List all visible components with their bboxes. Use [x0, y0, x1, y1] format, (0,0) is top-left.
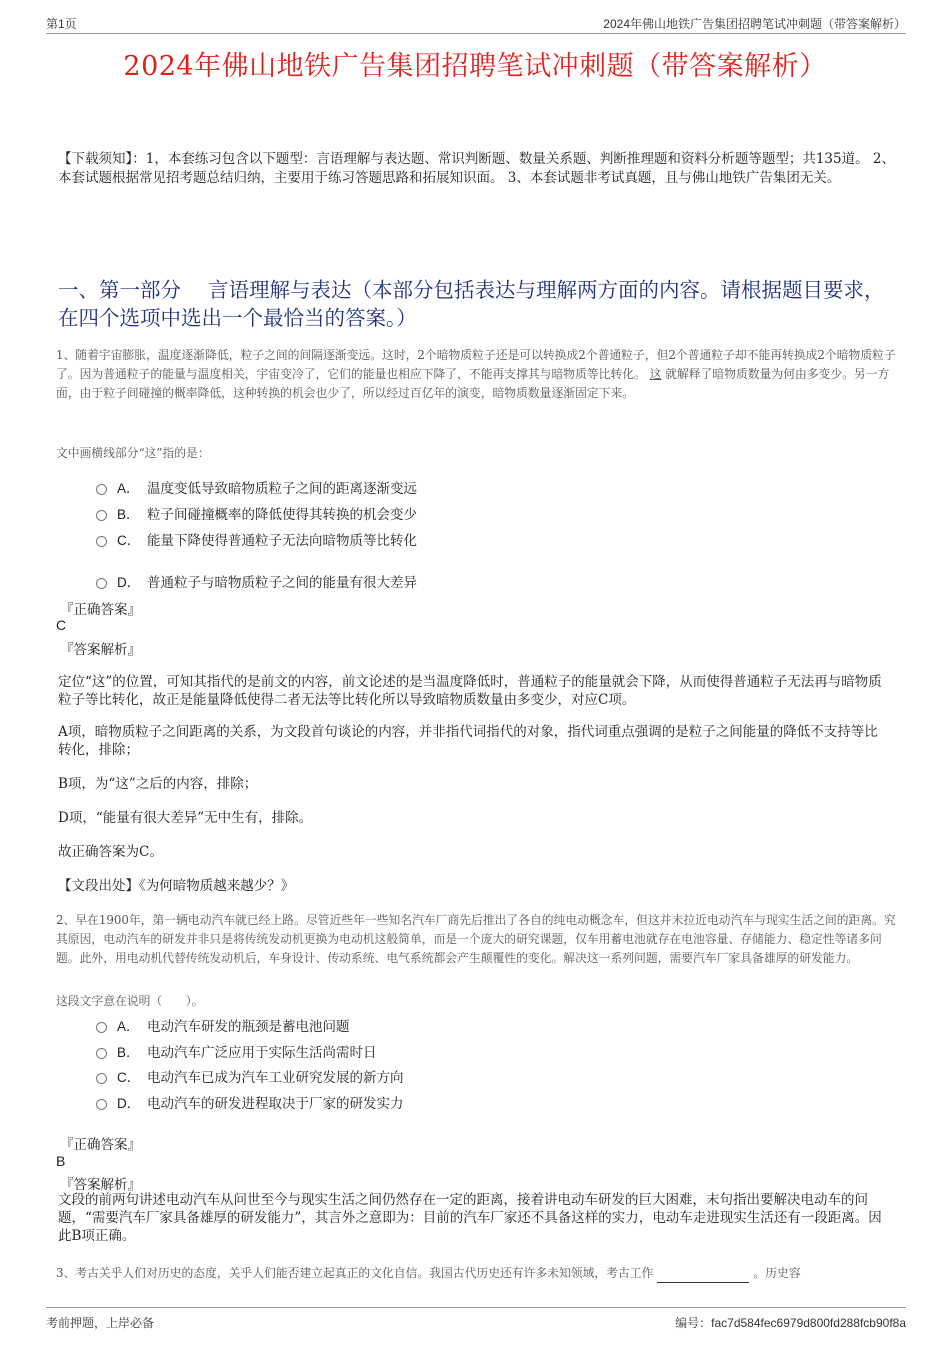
q1-option-c[interactable]: C． 能量下降使得普通粒子无法向暗物质等比转化 — [96, 529, 417, 549]
q1-option-b[interactable]: B． 粒子间碰撞概率的降低使得其转换的机会变少 — [96, 503, 417, 523]
q2-option-d[interactable]: D． 电动汽车的研发进程取决于厂家的研发实力 — [96, 1092, 404, 1112]
q1-analysis-label: 『答案解析』 — [60, 642, 141, 658]
q2-prompt: 这段文字意在说明（ ）。 — [56, 994, 204, 1008]
q1-analysis-para: A项，暗物质粒子之间距离的关系，为文段首句谈论的内容，并非指代词指代的对象，指代词重点强调的是粒子之间能量的降低不支持等比转化，排除； — [58, 724, 878, 758]
radio-icon[interactable] — [96, 1099, 107, 1110]
q3-passage: 3、考古关乎人们对历史的态度，关乎人们能否建立起真正的文化自信。我国古代历史还有许多未知领域，考古工作 。历史容 — [56, 1264, 900, 1283]
q1-underlined-word: 这 — [649, 367, 662, 381]
header-doc-title: 2024年佛山地铁广告集团招聘笔试冲刺题（带答案解析） — [603, 17, 906, 31]
q2-option-b[interactable]: B． 电动汽车广泛应用于实际生活尚需时日 — [96, 1041, 377, 1061]
page-title: 2024年佛山地铁广告集团招聘笔试冲刺题（带答案解析） — [123, 51, 827, 82]
q2-option-c[interactable]: C． 电动汽车已成为汽车工业研究发展的新方向 — [96, 1066, 404, 1086]
q1-analysis-para: B项，为“这”之后的内容，排除； — [58, 776, 258, 792]
q1-answer: C — [56, 617, 67, 633]
download-notice: 【下载须知】：1，本套练习包含以下题型：言语理解与表达题、常识判断题、数量关系题、判断推理题和资料分析题等题型；共135道。 2、本套试题根据常见招考题总结归纳，主要用于练习答题思路和拓展知识面。 3、本套试题非考试真题，且与佛山地铁广告集团无关。 — [58, 151, 895, 186]
q2-option-a[interactable]: A． 电动汽车研发的瓶颈是蓄电池问题 — [96, 1015, 350, 1035]
radio-icon[interactable] — [96, 536, 107, 547]
q1-prompt: 文中画横线部分“这”指的是： — [56, 446, 210, 460]
radio-icon[interactable] — [96, 1073, 107, 1084]
footer-id: 编号：fac7d584fec6979d800fd288fcb90f8a — [675, 1316, 906, 1330]
q2-analysis: 文段的前两句讲述电动汽车从问世至今与现实生活之间仍然存在一定的距离，接着讲电动车研发的巨大困难，末句指出要解决电动车的问题，“需要汽车厂家具备雄厚的研发能力”，其言外之意即为：目前的汽车厂家还不具备这样的实力，电动车走进现实生活还有一段距离。因此B项正确。 — [58, 1192, 882, 1244]
q1-answer-label: 『正确答案』 — [60, 602, 141, 618]
q2-answer: B — [56, 1153, 66, 1169]
q2-analysis-label: 『答案解析』 — [60, 1177, 141, 1193]
section-heading: 一、第一部分 言语理解与表达（本部分包括表达与理解两方面的内容。请根据题目要求，在四个选项中选出一个最恰当的答案。） — [58, 278, 885, 330]
q2-passage: 2、早在1900年，第一辆电动汽车就已经上路。尽管近些年一些知名汽车厂商先后推出了各自的纯电动概念车，但这并未拉近电动汽车与现实生活之间的距离。究其原因，电动汽车的研发并非只是将传统发动机更换为电动机这般简单，而是一个庞大的研究课题，仅车用蓄电池就存在电池容量、存储能力、稳定性等诸多问题。此外，用电动机代替传统发动机后，车身设计、传动系统、电气系统都会产生颠覆性的变化。解决这一系列问题，需要汽车厂家具备雄厚的研发能力。 — [56, 913, 896, 965]
radio-icon[interactable] — [96, 1048, 107, 1059]
header-rule — [46, 33, 906, 34]
fill-blank[interactable] — [657, 1270, 749, 1283]
q1-source: 【文段出处】《为何暗物质越来越少？》 — [58, 878, 295, 894]
q2-answer-label: 『正确答案』 — [60, 1137, 141, 1153]
q1-option-d[interactable]: D． 普通粒子与暗物质粒子之间的能量有很大差异 — [96, 571, 417, 591]
q1-analysis-para: 定位“这”的位置，可知其指代的是前文的内容，前文论述的是当温度降低时，普通粒子的能量就会下降，从而使得普通粒子无法再与暗物质粒子等比转化，故正是能量降低使得二者无法等比转化所以导致暗物质数量由多变少，对应C项。 — [58, 674, 882, 708]
radio-icon[interactable] — [96, 510, 107, 521]
radio-icon[interactable] — [96, 484, 107, 495]
page-number: 第1页 — [46, 17, 77, 31]
radio-icon[interactable] — [96, 578, 107, 589]
footer-rule — [46, 1307, 906, 1308]
q1-analysis-para: D项，“能量有很大差异”无中生有，排除。 — [58, 810, 313, 826]
q1-passage: 1、随着宇宙膨胀，温度逐渐降低，粒子之间的间隔逐渐变远。这时，2个暗物质粒子还是可以转换成2个普通粒子，但2个普通粒子却不能再转换成2个暗物质粒子了。因为普通粒子的能量与温度相关，宇宙变冷了，它们的能量也相应下降了，不能再支撑其与暗物质等比转化。 这 就解释了暗物质数量为何由多变少。另一方面，由于粒子间碰撞的概率降低，这种转换的机会也少了，所以经过百亿年的演变，暗物质数量逐渐固定下来。 — [56, 348, 896, 400]
radio-icon[interactable] — [96, 1022, 107, 1033]
q1-analysis-para: 故正确答案为C。 — [58, 844, 163, 860]
q1-option-a[interactable]: A． 温度变低导致暗物质粒子之间的距离逐渐变远 — [96, 477, 417, 497]
footer-slogan: 考前押题，上岸必备 — [46, 1316, 155, 1330]
